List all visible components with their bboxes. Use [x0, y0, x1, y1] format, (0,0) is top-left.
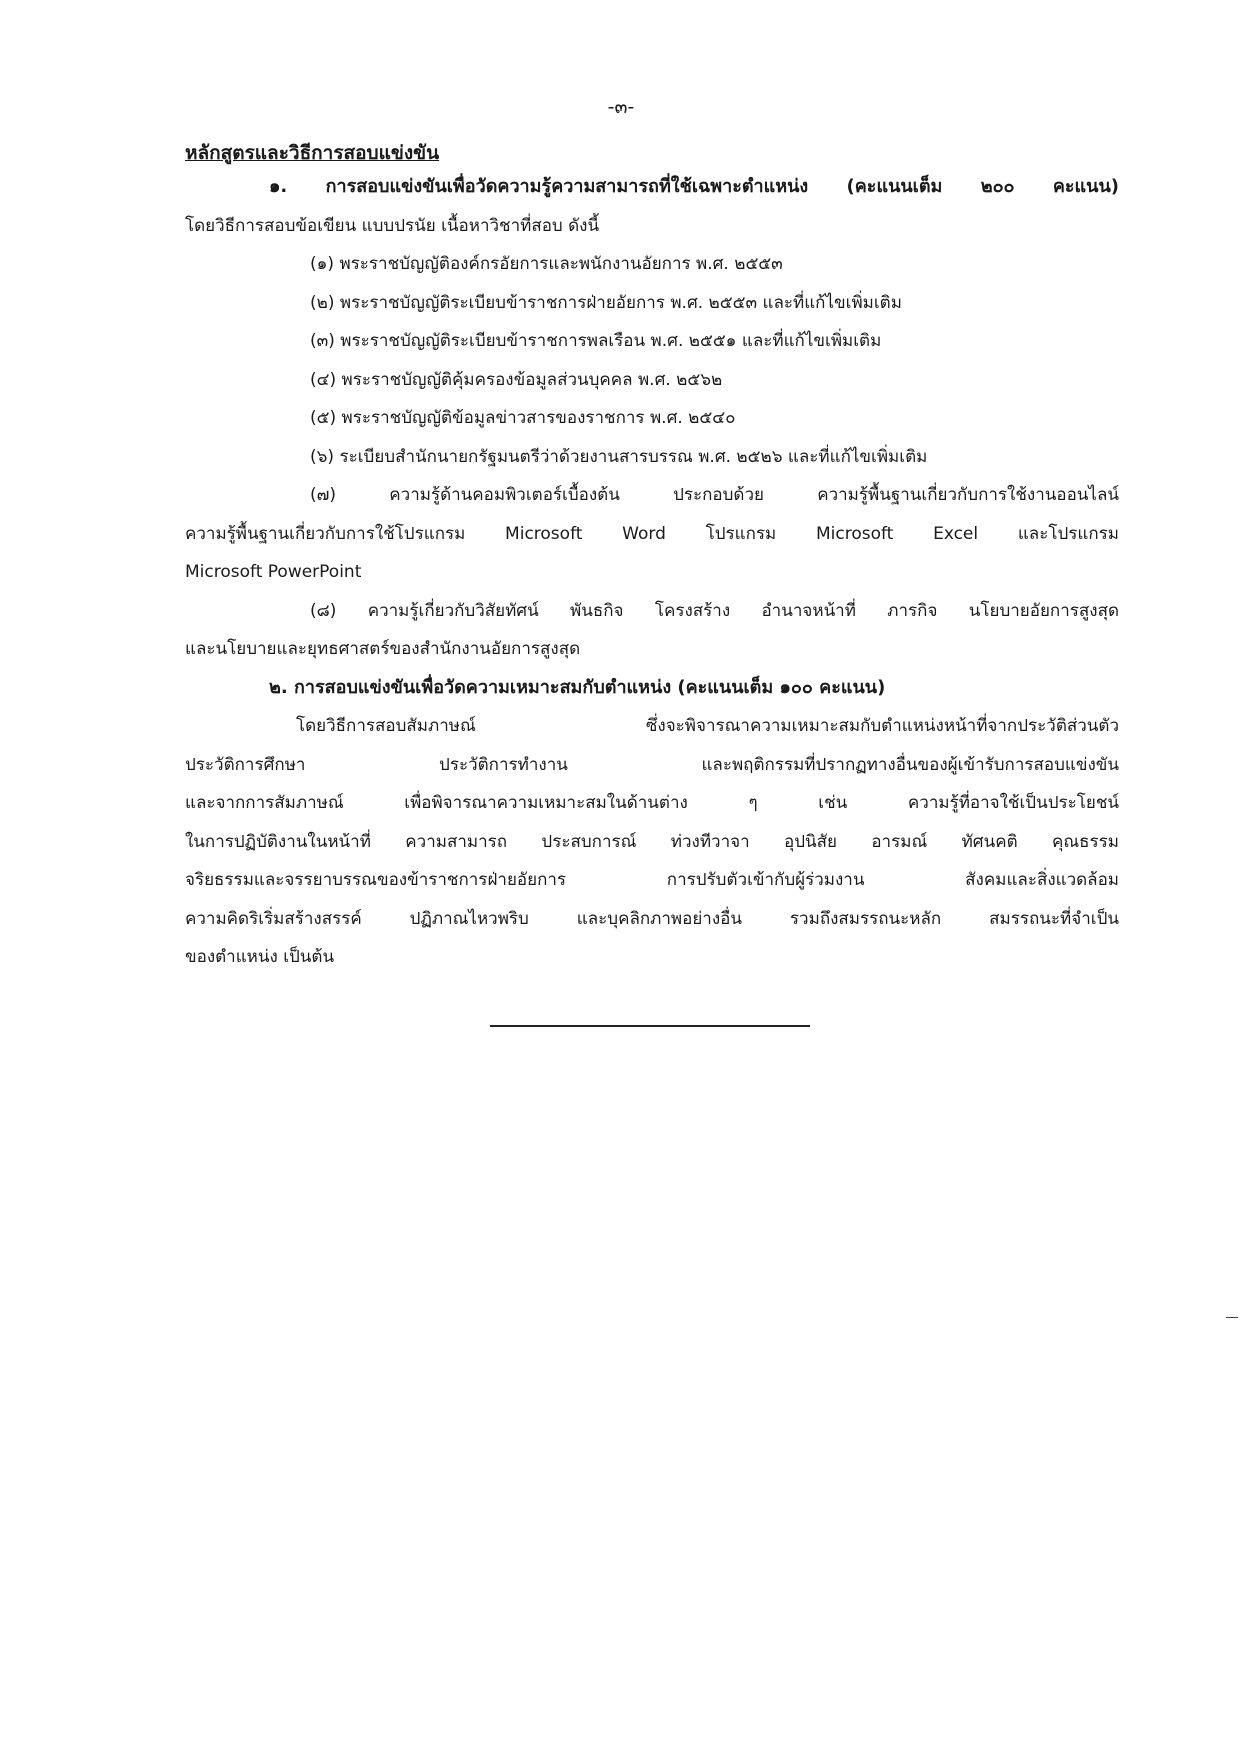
list-item: (๖) ระเบียบสำนักนายกรัฐมนตรีว่าด้วยงานสารบรรณ พ.ศ. ๒๕๒๖ และที่แก้ไขเพิ่มเติม: [310, 446, 928, 467]
list-item: (๑) พระราชบัญญัติองค์กรอัยการและพนักงานอัยการ พ.ศ. ๒๕๕๓: [310, 254, 783, 274]
document-title: หลักสูตรและวิธีการสอบแข่งขัน: [185, 142, 440, 164]
list-item: (๔) พระราชบัญญัติคุ้มครองข้อมูลส่วนบุคคล พ.ศ. ๒๕๖๒: [310, 369, 723, 390]
list-item: (๓) พระราชบัญญัติระเบียบข้าราชการพลเรือน พ.ศ. ๒๕๕๑ และที่แก้ไขเพิ่มเติม: [310, 331, 882, 351]
section-2-paragraph-line: ในการปฏิบัติงานในหน้าที่ ความสามารถ ประสบการณ์ ท่วงทีวาจา อุปนิสัย อารมณ์ ทัศนคติ คุณธรรม: [185, 831, 1119, 852]
section-1-intro: โดยวิธีการสอบข้อเขียน แบบปรนัย เนื้อหาวิชาที่สอบ ดังนี้: [185, 215, 600, 236]
list-item: (๒) พระราชบัญญัติระเบียบข้าราชการฝ่ายอัยการ พ.ศ. ๒๕๕๓ และที่แก้ไขเพิ่มเติม: [310, 292, 902, 313]
section-2-paragraph-line: จริยธรรมและจรรยาบรรณของข้าราชการฝ่ายอัยการ การปรับตัวเข้ากับผู้ร่วมงาน สังคมและสิ่งแวดล้อม: [185, 870, 1119, 890]
section-2-paragraph-line: และจากการสัมภาษณ์ เพื่อพิจารณาความเหมาะสมในด้านต่าง ๆ เช่น ความรู้ที่อาจใช้เป็นประโยชน์: [185, 793, 1119, 813]
list-item-7-line: ความรู้พื้นฐานเกี่ยวกับการใช้โปรแกรม Microsoft Word โปรแกรม Microsoft Excel และโปรแกรม: [185, 523, 1119, 544]
list-item-7-line: (๗) ความรู้ด้านคอมพิวเตอร์เบื้องต้น ประกอบด้วย ความรู้พื้นฐานเกี่ยวกับการใช้งานออนไลน์: [310, 485, 1119, 505]
list-item-7-line: Microsoft PowerPoint: [185, 562, 362, 582]
section-2-paragraph-line: ความคิดริเริ่มสร้างสรรค์ ปฏิภาณไหวพริบ และบุคลิกภาพอย่างอื่น รวมถึงสมรรถนะหลัก สมรรถนะที่จำเป็น: [185, 908, 1119, 929]
scan-edge-mark: [1226, 1317, 1238, 1318]
list-item-8-line: และนโยบายและยุทธศาสตร์ของสำนักงานอัยการสูงสุด: [185, 639, 581, 659]
document-body: [185, 138, 1119, 977]
section-1-heading: ๑. การสอบแข่งขันเพื่อวัดความรู้ความสามารถที่ใช้เฉพาะตำแหน่ง (คะแนนเต็ม ๒๐๐ คะแนน): [269, 176, 1119, 197]
list-item-8-line: (๘) ความรู้เกี่ยวกับวิสัยทัศน์ พันธกิจ โครงสร้าง อำนาจหน้าที่ ภารกิจ นโยบายอัยการสูงสุด: [310, 600, 1119, 621]
end-divider: [490, 1025, 810, 1027]
section-2-paragraph-line: ของตำแหน่ง เป็นต้น: [185, 947, 335, 967]
section-2-paragraph-line: ประวัติการศึกษา ประวัติการทำงาน และพฤติกรรมที่ปรากฏทางอื่นของผู้เข้ารับการสอบแข่งขัน: [185, 754, 1119, 775]
list-item: (๕) พระราชบัญญัติข้อมูลข่าวสารของราชการ พ.ศ. ๒๕๔๐: [310, 408, 736, 428]
section-2-heading: ๒. การสอบแข่งขันเพื่อวัดความเหมาะสมกับตำแหน่ง (คะแนนเต็ม ๑๐๐ คะแนน): [269, 676, 886, 698]
page-number: -๓-: [607, 96, 635, 118]
section-2-paragraph-line: โดยวิธีการสอบสัมภาษณ์ ซึ่งจะพิจารณาความเหมาะสมกับตำแหน่งหน้าที่จากประวัติส่วนตัว: [296, 716, 1119, 736]
